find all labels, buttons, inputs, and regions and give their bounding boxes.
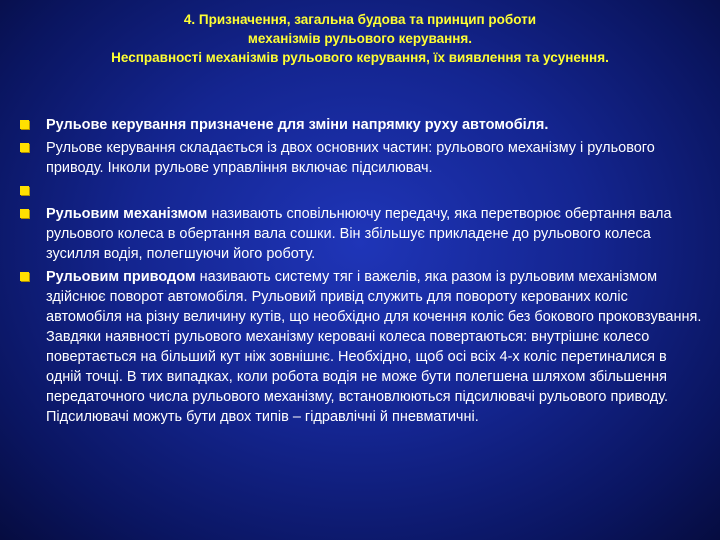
bullet-text: Рульове керування складається із двох основних частин: рульового механізму і рульового приводу. Інколи рульове управління включає підсилювач. bbox=[46, 140, 655, 176]
square-bullet-icon bbox=[20, 209, 29, 218]
bullet-item-composition bbox=[18, 138, 702, 178]
square-bullet-icon bbox=[20, 143, 29, 152]
bullet-list bbox=[18, 115, 702, 430]
square-bullet-icon bbox=[20, 120, 29, 129]
square-bullet-icon bbox=[20, 186, 29, 195]
title-line-1: 4. Призначення, загальна будова та принцип роботи bbox=[183, 12, 537, 27]
bullet-bold-text: Рульовим приводом bbox=[46, 269, 196, 285]
slide-title bbox=[20, 10, 700, 67]
bullet-bold-text: Рульовим механізмом bbox=[46, 206, 208, 222]
square-bullet-icon bbox=[20, 272, 29, 281]
bullet-item-steering-mechanism bbox=[18, 204, 702, 264]
bullet-bold-text: Рульове керування призначене для зміни напрямку руху автомобіля. bbox=[46, 117, 549, 133]
bullet-item-purpose bbox=[18, 115, 702, 135]
title-line-2: механізмів рульового керування. bbox=[247, 31, 473, 46]
bullet-item-steering-drive bbox=[18, 267, 702, 427]
title-line-3: Несправності механізмів рульового керування, їх виявлення та усунення. bbox=[111, 50, 609, 65]
bullet-item-empty bbox=[18, 181, 702, 201]
bullet-text: називають сповільнюючу передачу, яка перетворює обертання вала рульового колеса в обертання вала сошки. Він збільшує прикладене до рульового колеса зусилля водія, полегшуючи його роботу. bbox=[46, 206, 672, 262]
bullet-text: називають систему тяг і важелів, яка разом із рульовим механізмом здійснює поворот автомобіля. Рульовий привід служить для повороту керованих коліс автомобіля на різну величину кутів, що необхідно для кочення коліс без бокового проковзування. Завдяки наявності рульового механізму керовані колеса повертаються: внутрішнє колесо повертається на більший кут ніж зовнішнє. Необхідно, щоб осі всіх 4-х коліс перетиналися в одній точці. В тих випадках, коли робота водія не може бути полегшена шляхом збільшення передаточного числа рульового механізму, встановлюються підсилювачі рульового приводу. Підсилювачі можуть бути двох типів – гідравлічні й пневматичні. bbox=[46, 269, 702, 425]
